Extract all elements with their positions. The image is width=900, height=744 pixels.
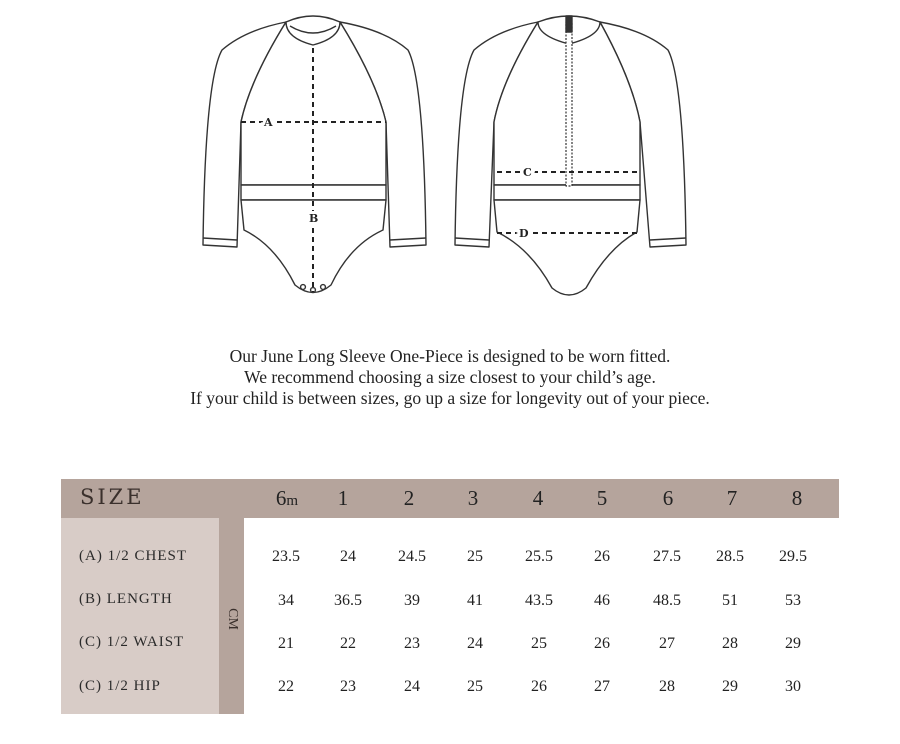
cell-length-6: 48.5: [653, 592, 681, 609]
label-d: D: [519, 227, 529, 240]
cell-hip-2: 24: [404, 678, 420, 695]
cell-length-2: 39: [404, 592, 420, 609]
cell-waist-0: 21: [278, 635, 294, 652]
cell-length-4: 43.5: [525, 592, 553, 609]
cell-waist-7: 28: [722, 635, 738, 652]
size-title: SIZE: [80, 485, 145, 509]
cell-hip-5: 27: [594, 678, 610, 695]
cell-chest-2: 24.5: [398, 548, 426, 565]
cell-length-5: 46: [594, 592, 610, 609]
cell-waist-4: 25: [531, 635, 547, 652]
fit-description: [0, 346, 900, 409]
cell-length-1: 36.5: [334, 592, 362, 609]
cell-length-3: 41: [467, 592, 483, 609]
cell-length-0: 34: [278, 592, 294, 609]
size-header-8: 8: [791, 486, 803, 510]
row-label-chest: (A) 1/2 CHEST: [79, 548, 187, 564]
cell-waist-2: 23: [404, 635, 420, 652]
size-header-5: 5: [596, 486, 608, 510]
cell-length-8: 53: [785, 592, 801, 609]
description-line-2: We recommend choosing a size closest to your child’s age.: [244, 367, 656, 387]
size-header-7: 7: [726, 486, 738, 510]
row-label-length: (B) LENGTH: [79, 591, 173, 607]
label-c: C: [523, 166, 532, 179]
cell-waist-6: 27: [659, 635, 675, 652]
row-label-waist: (C) 1/2 WAIST: [79, 634, 185, 650]
size-header-1: 1: [337, 486, 349, 510]
cell-hip-8: 30: [785, 678, 801, 695]
cell-chest-1: 24: [340, 548, 356, 565]
cell-hip-3: 25: [467, 678, 483, 695]
cell-waist-5: 26: [594, 635, 610, 652]
cell-hip-6: 28: [659, 678, 675, 695]
front-view: [203, 16, 426, 293]
cell-length-7: 51: [722, 592, 738, 609]
description-line-1: Our June Long Sleeve One-Piece is designed to be worn fitted.: [229, 346, 671, 366]
size-header-2: 2: [403, 486, 415, 510]
size-header-3: 3: [467, 486, 479, 510]
cell-hip-1: 23: [340, 678, 356, 695]
size-header-4: 4: [532, 486, 544, 510]
cell-chest-3: 25: [467, 548, 483, 565]
cell-chest-4: 25.5: [525, 548, 553, 565]
cell-hip-0: 22: [278, 678, 294, 695]
cell-chest-7: 28.5: [716, 548, 744, 565]
cell-waist-3: 24: [467, 635, 483, 652]
garment-diagram: [0, 0, 900, 320]
cell-chest-0: 23.5: [272, 548, 300, 565]
label-a: A: [264, 116, 273, 129]
cell-hip-7: 29: [722, 678, 738, 695]
back-view: [455, 16, 686, 295]
cell-chest-5: 26: [594, 548, 610, 565]
cell-waist-8: 29: [785, 635, 801, 652]
cell-chest-8: 29.5: [779, 548, 807, 565]
cell-hip-4: 26: [531, 678, 547, 695]
size-header-6m: 6m: [275, 486, 299, 510]
unit-label: CM: [224, 608, 240, 630]
description-line-3: If your child is between sizes, go up a size for longevity out of your piece.: [190, 388, 710, 408]
cell-waist-1: 22: [340, 635, 356, 652]
label-b: B: [309, 212, 319, 225]
cell-chest-6: 27.5: [653, 548, 681, 565]
size-header-6: 6: [662, 486, 674, 510]
row-label-hip: (C) 1/2 HIP: [79, 678, 161, 694]
